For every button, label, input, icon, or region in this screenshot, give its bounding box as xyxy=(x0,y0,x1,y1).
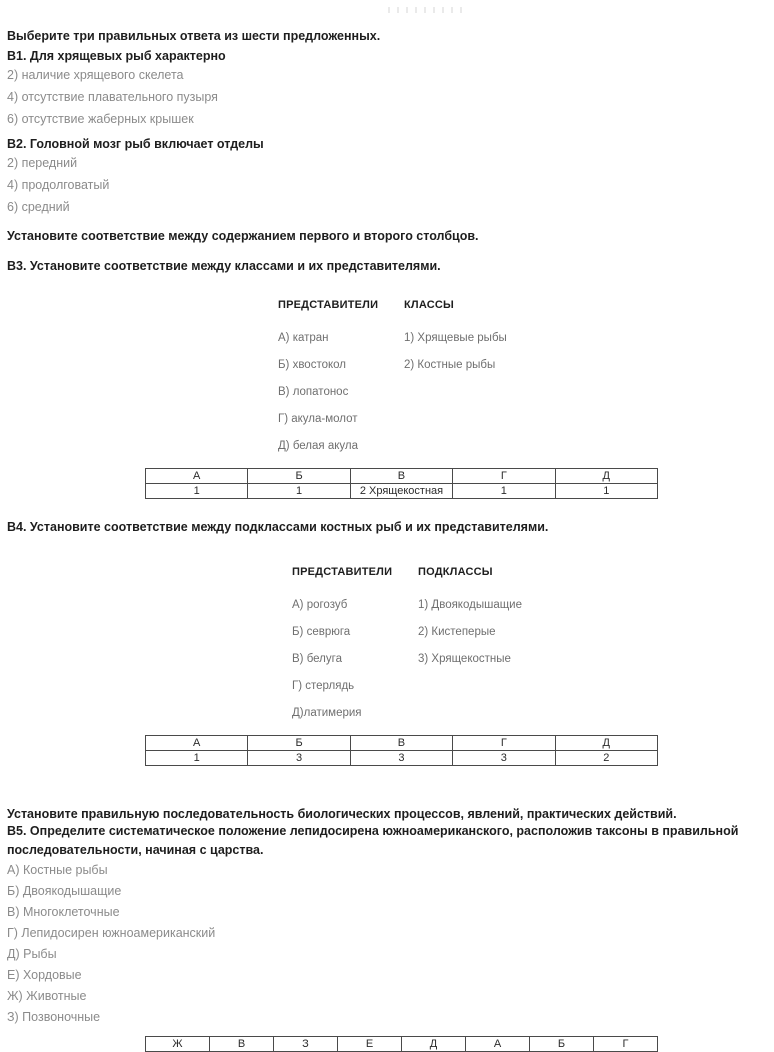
b4-subclass: 2) Кистеперые xyxy=(418,626,496,638)
b3-col1-header: ПРЕДСТАВИТЕЛИ xyxy=(278,299,379,311)
b5-answer-table xyxy=(145,1036,658,1052)
b4-col2-header: ПОДКЛАССЫ xyxy=(418,566,493,578)
b4-item: Г) стерлядь xyxy=(292,680,355,692)
instruction-choose-three: Выберите три правильных ответа из шести предложенных. xyxy=(7,29,381,43)
answer-cell: Г xyxy=(594,1037,658,1052)
b4-col1-header: ПРЕДСТАВИТЕЛИ xyxy=(292,566,393,578)
question-b2-title: В2. Головной мозг рыб включает отделы xyxy=(7,137,264,151)
b4-item: Б) севрюга xyxy=(292,626,351,638)
b4-subclass: 3) Хрящекостные xyxy=(418,653,511,665)
b5-option: А) Костные рыбы xyxy=(7,863,108,877)
b3-matching-block xyxy=(278,298,764,460)
b3-classes-column xyxy=(404,298,507,460)
b5-option: Б) Двоякодышащие xyxy=(7,884,122,898)
table-header-cell: Д xyxy=(555,736,657,751)
b1-option: 6) отсутствие жаберных крышек xyxy=(7,112,194,126)
answer-cell: 3 xyxy=(350,751,452,766)
answer-cell: 3 xyxy=(248,751,350,766)
b3-item: А) катран xyxy=(278,332,329,344)
b3-item: Д) белая акула xyxy=(278,440,358,452)
table-row xyxy=(146,469,658,484)
table-header-cell: А xyxy=(146,736,248,751)
b4-item: А) рогозуб xyxy=(292,599,348,611)
question-b1-title: В1. Для хрящевых рыб характерно xyxy=(7,49,226,63)
b3-item: Г) акула-молот xyxy=(278,413,358,425)
answer-cell: 1 xyxy=(555,484,657,499)
answer-cell: Е xyxy=(338,1037,402,1052)
b5-option: Д) Рыбы xyxy=(7,947,57,961)
answer-cell: А xyxy=(466,1037,530,1052)
table-header-cell: В xyxy=(350,736,452,751)
table-row xyxy=(146,484,658,499)
b1-option: 2) наличие хрящевого скелета xyxy=(7,68,184,82)
b2-option: 4) продолговатый xyxy=(7,178,110,192)
instruction-matching: Установите соответствие между содержанием первого и второго столбцов. xyxy=(7,229,479,243)
table-header-cell: Г xyxy=(453,736,555,751)
b3-item: Б) хвостокол xyxy=(278,359,346,371)
b3-representatives-column xyxy=(278,298,404,460)
b2-option: 2) передний xyxy=(7,156,78,170)
table-header-cell: Б xyxy=(248,736,350,751)
instruction-sequence: Установите правильную последовательность биологических процессов, явлений, практических действий. xyxy=(7,807,677,821)
b4-answer-table xyxy=(145,735,658,766)
b2-option: 6) средний xyxy=(7,200,70,214)
question-b3-title: В3. Установите соответствие между классами и их представителями. xyxy=(7,259,441,273)
b5-option: Г) Лепидосирен южноамериканский xyxy=(7,926,216,940)
answer-cell: В xyxy=(210,1037,274,1052)
question-b4-title: В4. Установите соответствие между подклассами костных рыб и их представителями. xyxy=(7,520,549,534)
table-row xyxy=(146,751,658,766)
answer-cell: 3 xyxy=(453,751,555,766)
b3-class: 1) Хрящевые рыбы xyxy=(404,332,507,344)
faint-scan-marks xyxy=(388,7,468,13)
b5-option: Е) Хордовые xyxy=(7,968,82,982)
b4-item: Д)латимерия xyxy=(292,707,362,719)
answer-cell: 2 xyxy=(555,751,657,766)
table-header-cell: В xyxy=(350,469,452,484)
b4-matching-block xyxy=(292,565,764,727)
answer-cell: 2 Хрящекостная xyxy=(350,484,452,499)
table-row xyxy=(146,1037,658,1052)
b5-option: В) Многоклеточные xyxy=(7,905,120,919)
answer-cell: Д xyxy=(402,1037,466,1052)
answer-cell: 1 xyxy=(146,484,248,499)
answer-cell: 1 xyxy=(248,484,350,499)
b3-col2-header: КЛАССЫ xyxy=(404,299,454,311)
b3-answer-table xyxy=(145,468,658,499)
answer-cell: 1 xyxy=(146,751,248,766)
b3-item: В) лопатонос xyxy=(278,386,349,398)
b1-option: 4) отсутствие плавательного пузыря xyxy=(7,90,218,104)
b4-subclass: 1) Двоякодышащие xyxy=(418,599,522,611)
question-b5-title: В5. Определите систематическое положение лепидосирена южноамериканского, расположив таксоны в правильной последовательности, начиная с царства. xyxy=(7,824,739,857)
answer-cell: З xyxy=(274,1037,338,1052)
answer-cell: Б xyxy=(530,1037,594,1052)
b4-item: В) белуга xyxy=(292,653,342,665)
table-row xyxy=(146,736,658,751)
table-header-cell: Г xyxy=(453,469,555,484)
table-header-cell: Д xyxy=(555,469,657,484)
b4-subclasses-column xyxy=(418,565,522,727)
b5-option: Ж) Животные xyxy=(7,989,87,1003)
b4-representatives-column xyxy=(292,565,418,727)
answer-cell: 1 xyxy=(453,484,555,499)
table-header-cell: А xyxy=(146,469,248,484)
b5-option: З) Позвоночные xyxy=(7,1010,101,1024)
table-header-cell: Б xyxy=(248,469,350,484)
b3-class: 2) Костные рыбы xyxy=(404,359,496,371)
answer-cell: Ж xyxy=(146,1037,210,1052)
